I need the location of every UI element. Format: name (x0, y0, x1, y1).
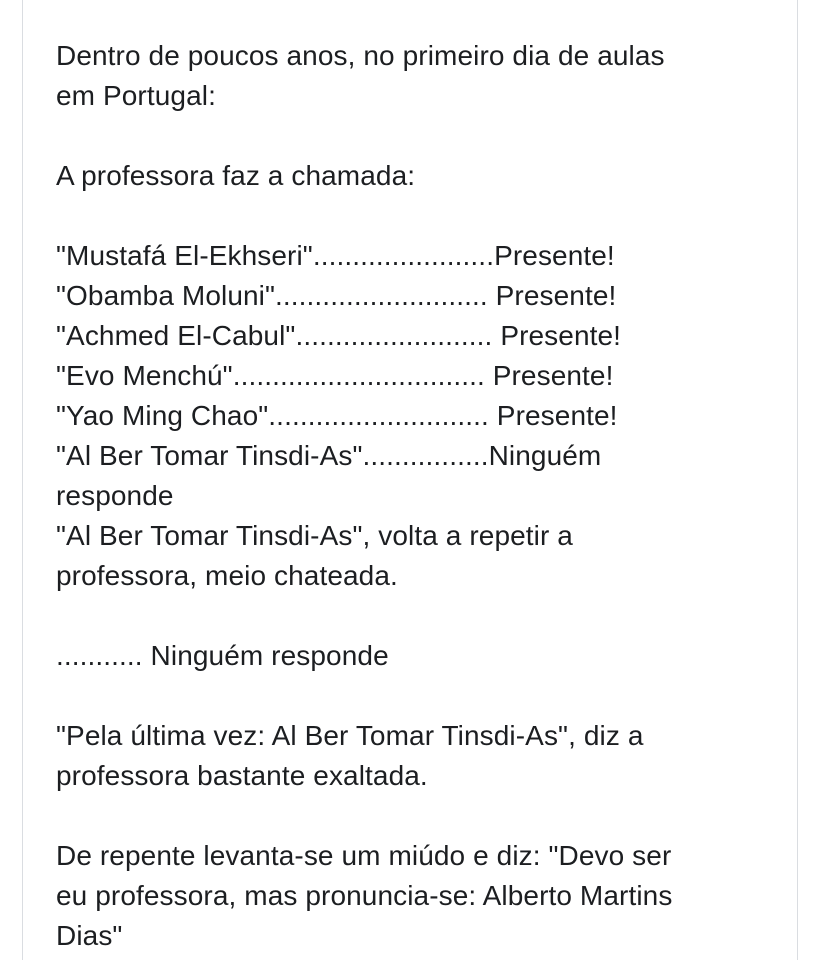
paragraph-spacer (56, 596, 776, 636)
post-line-roll-call: A professora faz a chamada: (56, 160, 416, 191)
roll-call-entry-continued: responde (56, 480, 174, 511)
paragraph-spacer (56, 116, 776, 156)
paragraph-spacer (56, 196, 776, 236)
roll-call-entry: "Evo Menchú"................................ Presente! (56, 360, 614, 391)
post-line-repeat-2: professora, meio chateada. (56, 560, 398, 591)
post-line-last-time-2: professora bastante exaltada. (56, 760, 428, 791)
post-line-no-answer: ........... Ninguém responde (56, 640, 389, 671)
post-line-punchline-2: eu professora, mas pronuncia-se: Alberto Martins (56, 880, 673, 911)
post-card (22, 0, 798, 960)
post-line-punchline-1: De repente levanta-se um miúdo e diz: "Devo ser (56, 840, 672, 871)
roll-call-entry: "Achmed El-Cabul"......................... Presente! (56, 320, 622, 351)
post-line-last-time-1: "Pela última vez: Al Ber Tomar Tinsdi-As", diz a (56, 720, 644, 751)
roll-call-entry: "Mustafá El-Ekhseri".......................Presente! (56, 240, 615, 271)
roll-call-entry: "Yao Ming Chao"............................ Presente! (56, 400, 618, 431)
post-line-repeat-1: "Al Ber Tomar Tinsdi-As", volta a repetir a (56, 520, 573, 551)
roll-call-entry: "Al Ber Tomar Tinsdi-As"................Ninguém (56, 440, 602, 471)
paragraph-spacer (56, 796, 776, 836)
post-line-intro-1: Dentro de poucos anos, no primeiro dia de aulas (56, 40, 665, 71)
post-line-intro-2: em Portugal: (56, 80, 216, 111)
roll-call-entry: "Obamba Moluni"........................... Presente! (56, 280, 617, 311)
post-line-punchline-3: Dias" (56, 920, 123, 951)
post-text (56, 36, 776, 956)
paragraph-spacer (56, 676, 776, 716)
